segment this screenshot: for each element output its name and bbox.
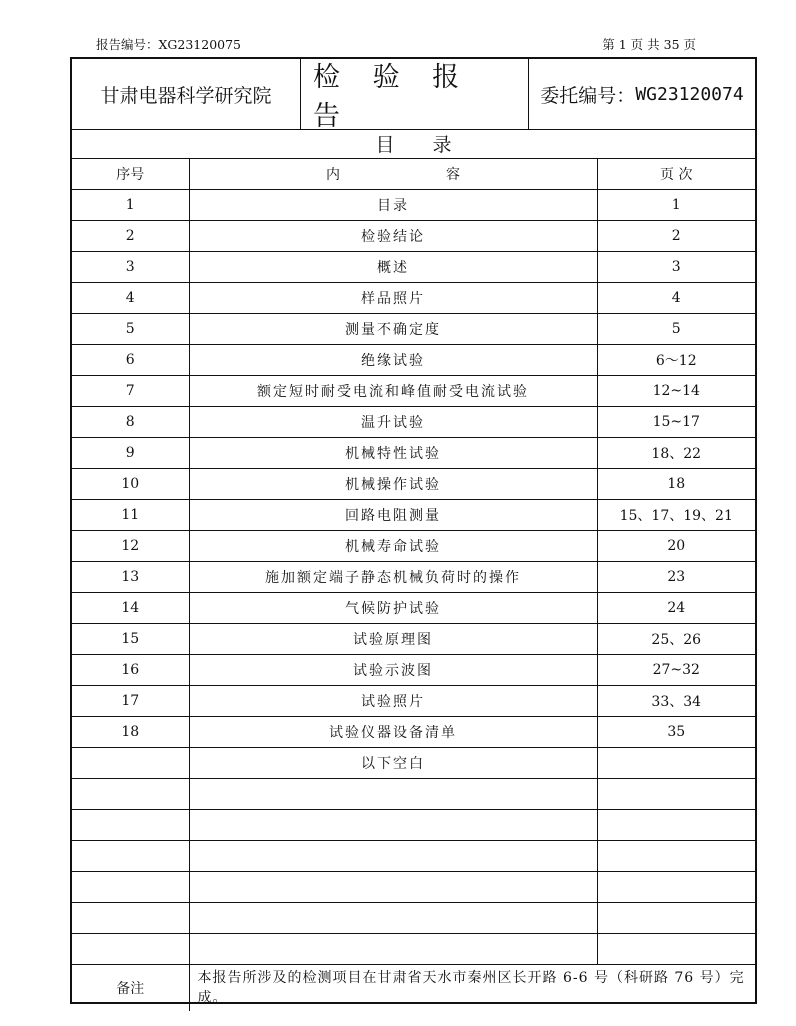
- toc-row-content: 试验示波图: [189, 655, 597, 686]
- toc-row-page: [597, 872, 755, 903]
- toc-row-page: 23: [597, 562, 755, 593]
- toc-row-page: 12~14: [597, 376, 755, 407]
- toc-row-page: [597, 841, 755, 872]
- toc-row-content: [189, 779, 597, 810]
- toc-row-page: 27~32: [597, 655, 755, 686]
- col-header-page: 页 次: [597, 159, 755, 190]
- toc-row-content: 施加额定端子静态机械负荷时的操作: [189, 562, 597, 593]
- toc-row-content: [189, 810, 597, 841]
- toc-body: [72, 190, 755, 965]
- remark-label: 备注: [72, 965, 189, 1012]
- toc-row-content: 检验结论: [189, 221, 597, 252]
- toc-table: [72, 159, 755, 1011]
- toc-row: [72, 376, 755, 407]
- toc-row-content: 绝缘试验: [189, 345, 597, 376]
- toc-row-number: [72, 810, 189, 841]
- toc-row-page: 15、17、19、21: [597, 500, 755, 531]
- toc-row: [72, 438, 755, 469]
- toc-row-page: 4: [597, 283, 755, 314]
- toc-row: [72, 717, 755, 748]
- toc-row-content: 以下空白: [189, 748, 597, 779]
- report-title: 检 验 报 告: [301, 59, 529, 129]
- toc-row-page: 3: [597, 252, 755, 283]
- toc-row-page: 18、22: [597, 438, 755, 469]
- toc-row-page: [597, 779, 755, 810]
- toc-row-content: 气候防护试验: [189, 593, 597, 624]
- toc-row-page: 35: [597, 717, 755, 748]
- toc-row-number: 2: [72, 221, 189, 252]
- toc-row-page: 1: [597, 190, 755, 221]
- report-header: [72, 59, 755, 130]
- toc-row-content: 试验照片: [189, 686, 597, 717]
- toc-row: [72, 190, 755, 221]
- col-header-content: [189, 159, 597, 190]
- toc-row: [72, 872, 755, 903]
- toc-row-content: 概述: [189, 252, 597, 283]
- toc-row: [72, 748, 755, 779]
- col-header-no: 序号: [72, 159, 189, 190]
- toc-row-number: 8: [72, 407, 189, 438]
- toc-row-number: 6: [72, 345, 189, 376]
- toc-row: [72, 593, 755, 624]
- toc-row-number: [72, 841, 189, 872]
- toc-header-row: [72, 159, 755, 190]
- toc-row-content: 机械特性试验: [189, 438, 597, 469]
- toc-row-page: [597, 748, 755, 779]
- remark-row: [72, 965, 755, 1012]
- toc-row: [72, 500, 755, 531]
- toc-row-number: 3: [72, 252, 189, 283]
- commission-value: WG23120074: [635, 83, 744, 105]
- toc-row-number: [72, 872, 189, 903]
- toc-row: [72, 407, 755, 438]
- toc-row-content: 试验仪器设备清单: [189, 717, 597, 748]
- toc-row-content: 回路电阻测量: [189, 500, 597, 531]
- toc-row: [72, 655, 755, 686]
- toc-row-page: 20: [597, 531, 755, 562]
- col-header-content-b: 容: [446, 167, 460, 183]
- toc-row-number: [72, 779, 189, 810]
- toc-row-content: 测量不确定度: [189, 314, 597, 345]
- toc-row-number: [72, 934, 189, 965]
- page-info: 第 1 页 共 35 页: [602, 37, 696, 52]
- toc-row-content: 温升试验: [189, 407, 597, 438]
- toc-row-number: 12: [72, 531, 189, 562]
- toc-row-content: [189, 903, 597, 934]
- toc-row-number: 17: [72, 686, 189, 717]
- toc-row: [72, 779, 755, 810]
- toc-row: [72, 686, 755, 717]
- toc-row-content: 样品照片: [189, 283, 597, 314]
- toc-row-number: 10: [72, 469, 189, 500]
- toc-row-page: 5: [597, 314, 755, 345]
- col-header-content-a: 内: [326, 167, 340, 183]
- toc-row: [72, 283, 755, 314]
- toc-row: [72, 562, 755, 593]
- toc-title: 目 录: [72, 129, 755, 159]
- report-number: 报告编号：XG23120075: [96, 37, 242, 52]
- toc-row: [72, 345, 755, 376]
- toc-row-number: 5: [72, 314, 189, 345]
- toc-row-content: [189, 934, 597, 965]
- toc-row: [72, 252, 755, 283]
- toc-row: [72, 934, 755, 965]
- toc-row-page: [597, 810, 755, 841]
- toc-row: [72, 810, 755, 841]
- toc-row-page: 15~17: [597, 407, 755, 438]
- toc-row-page: [597, 903, 755, 934]
- toc-row-number: 15: [72, 624, 189, 655]
- toc-row: [72, 903, 755, 934]
- toc-row-number: 9: [72, 438, 189, 469]
- toc-row-number: 11: [72, 500, 189, 531]
- toc-row: [72, 469, 755, 500]
- toc-row-content: [189, 872, 597, 903]
- toc-row-number: 18: [72, 717, 189, 748]
- toc-row-content: 额定短时耐受电流和峰值耐受电流试验: [189, 376, 597, 407]
- toc-row-content: 目录: [189, 190, 597, 221]
- toc-row-number: 14: [72, 593, 189, 624]
- toc-row-number: 16: [72, 655, 189, 686]
- toc-row-number: 4: [72, 283, 189, 314]
- toc-row-page: [597, 934, 755, 965]
- toc-row-page: 25、26: [597, 624, 755, 655]
- report-frame: [70, 57, 757, 1004]
- toc-row-number: [72, 903, 189, 934]
- toc-row-number: 13: [72, 562, 189, 593]
- toc-row: [72, 314, 755, 345]
- toc-row-page: 18: [597, 469, 755, 500]
- toc-row: [72, 624, 755, 655]
- remark-text: 本报告所涉及的检测项目在甘肃省天水市秦州区长开路 6-6 号（科研路 76 号）完成。: [197, 970, 745, 1006]
- toc-row-number: 7: [72, 376, 189, 407]
- toc-row-content: 机械寿命试验: [189, 531, 597, 562]
- toc-row: [72, 531, 755, 562]
- toc-row-page: 24: [597, 593, 755, 624]
- toc-row-content: 试验原理图: [189, 624, 597, 655]
- institute-name: 甘肃电器科学研究院: [72, 59, 301, 129]
- toc-row: [72, 221, 755, 252]
- toc-row-number: 1: [72, 190, 189, 221]
- toc-row-page: 6～12: [597, 345, 755, 376]
- toc-row-number: [72, 748, 189, 779]
- toc-row-page: 33、34: [597, 686, 755, 717]
- toc-row-content: [189, 841, 597, 872]
- toc-row: [72, 841, 755, 872]
- toc-row-page: 2: [597, 221, 755, 252]
- commission-label: 委托编号：: [540, 84, 636, 107]
- toc-row-content: 机械操作试验: [189, 469, 597, 500]
- commission-number: [529, 59, 755, 129]
